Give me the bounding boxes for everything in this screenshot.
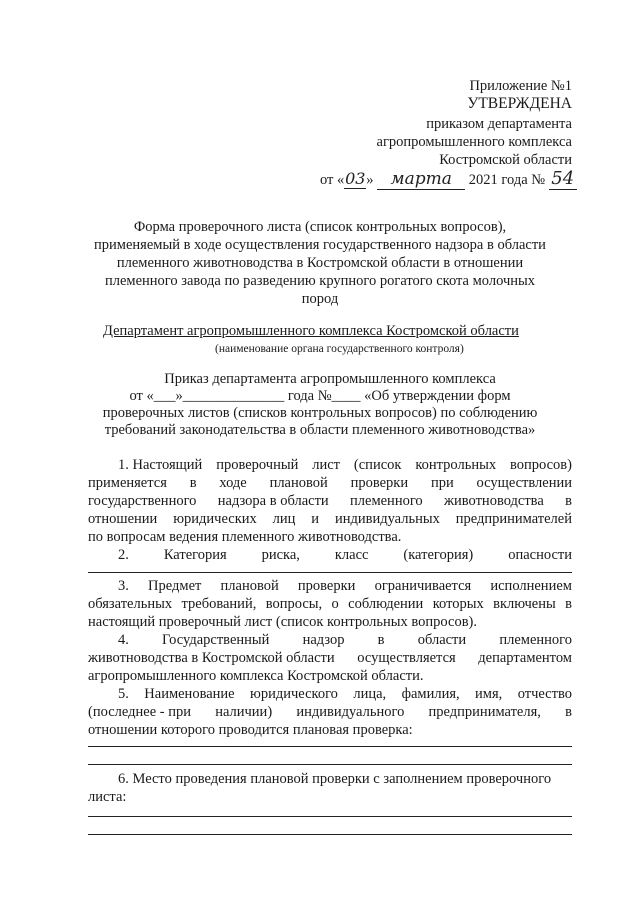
approved-by-order: приказом департамента	[426, 116, 572, 132]
order-number: 54	[549, 168, 577, 190]
date-year: 2021 года №	[468, 172, 546, 188]
paragraph-5	[88, 685, 572, 739]
form-title-line-5: пород	[301, 291, 339, 307]
form-title-line-1: Форма проверочного листа (список контрольных вопросов),	[133, 219, 507, 235]
paragraph-4	[88, 631, 572, 685]
approval-date-line	[320, 168, 577, 190]
order-ref-line-4: требований законодательства в области племенного животноводства»	[104, 422, 536, 438]
blank-line-entity-name-1[interactable]	[88, 746, 572, 747]
approved-dept: агропромышленного комплекса	[376, 134, 572, 150]
p6-line-1: 6. Место проведения плановой проверки с заполнением проверочного	[118, 771, 552, 787]
approved-region: Костромской области	[439, 152, 572, 168]
blank-line-risk-category[interactable]	[88, 572, 572, 573]
p3-line-3: настоящий проверочный лист (список контрольных вопросов).	[88, 614, 477, 630]
p2-line-1: 2. Категория риска, класс (категория) опасности	[118, 547, 572, 563]
p5-line-2: (последнее - при наличии) индивидуального предпринимателя, в	[88, 704, 572, 720]
appendix-label: Приложение №1	[469, 78, 572, 94]
date-month: марта	[377, 169, 465, 190]
p1-line-2: применяется в ходе плановой проверки при осуществлении	[88, 475, 572, 491]
p1-line-4: отношении юридических лиц и индивидуальных предпринимателей	[88, 511, 572, 527]
form-title-line-3: племенного животноводства в Костромской области в отношении	[116, 255, 524, 271]
paragraph-3	[88, 577, 572, 631]
p3-line-1: 3. Предмет плановой проверки ограничивается исполнением	[118, 578, 572, 594]
blank-line-inspection-place-2[interactable]	[88, 834, 572, 835]
date-mid: »	[366, 172, 374, 188]
order-ref-line-1: Приказ департамента агропромышленного комплекса	[164, 371, 496, 387]
date-day: 03	[345, 169, 366, 188]
p5-line-3: отношении которого проводится плановая проверка:	[88, 722, 413, 738]
paragraph-1	[88, 456, 572, 546]
blank-line-entity-name-2[interactable]	[88, 764, 572, 765]
authority-caption: (наименование органа государственного контроля)	[215, 343, 464, 355]
authority-name: Департамент агропромышленного комплекса Костромской области	[103, 323, 519, 339]
p4-line-3: агропромышленного комплекса Костромской области.	[88, 668, 424, 684]
approved-label: УТВЕРЖДЕНА	[467, 95, 572, 112]
form-title-line-4: племенного завода по разведению крупного рогатого скота молочных	[104, 273, 535, 289]
p6-line-2: листа:	[88, 789, 127, 805]
blank-line-inspection-place-1[interactable]	[88, 816, 572, 817]
form-title-line-2: применяемый в ходе осуществления государственного надзора в области	[94, 237, 546, 253]
p3-line-2: обязательных требований, вопросы, о соблюдении которых включены в	[88, 596, 572, 612]
p1-line-5: по вопросам ведения племенного животноводства.	[88, 529, 402, 545]
p1-line-3: государственного надзора в области племенного животноводства в	[88, 493, 572, 509]
p1-line-1: 1. Настоящий проверочный лист (список контрольных вопросов)	[118, 457, 572, 473]
order-ref-line-2: от «___»______________ года №____ «Об утверждении форм	[129, 388, 511, 404]
p4-line-2: животноводства в Костромской области осуществляется департаментом	[88, 650, 572, 666]
p4-line-1: 4. Государственный надзор в области племенного	[118, 632, 572, 648]
order-ref-line-3: проверочных листов (списков контрольных вопросов) по соблюдению	[102, 405, 538, 421]
paragraph-2	[88, 546, 572, 564]
paragraph-6	[88, 770, 572, 806]
p5-line-1: 5. Наименование юридического лица, фамилия, имя, отчество	[118, 686, 572, 702]
date-prefix: от «	[320, 172, 345, 188]
